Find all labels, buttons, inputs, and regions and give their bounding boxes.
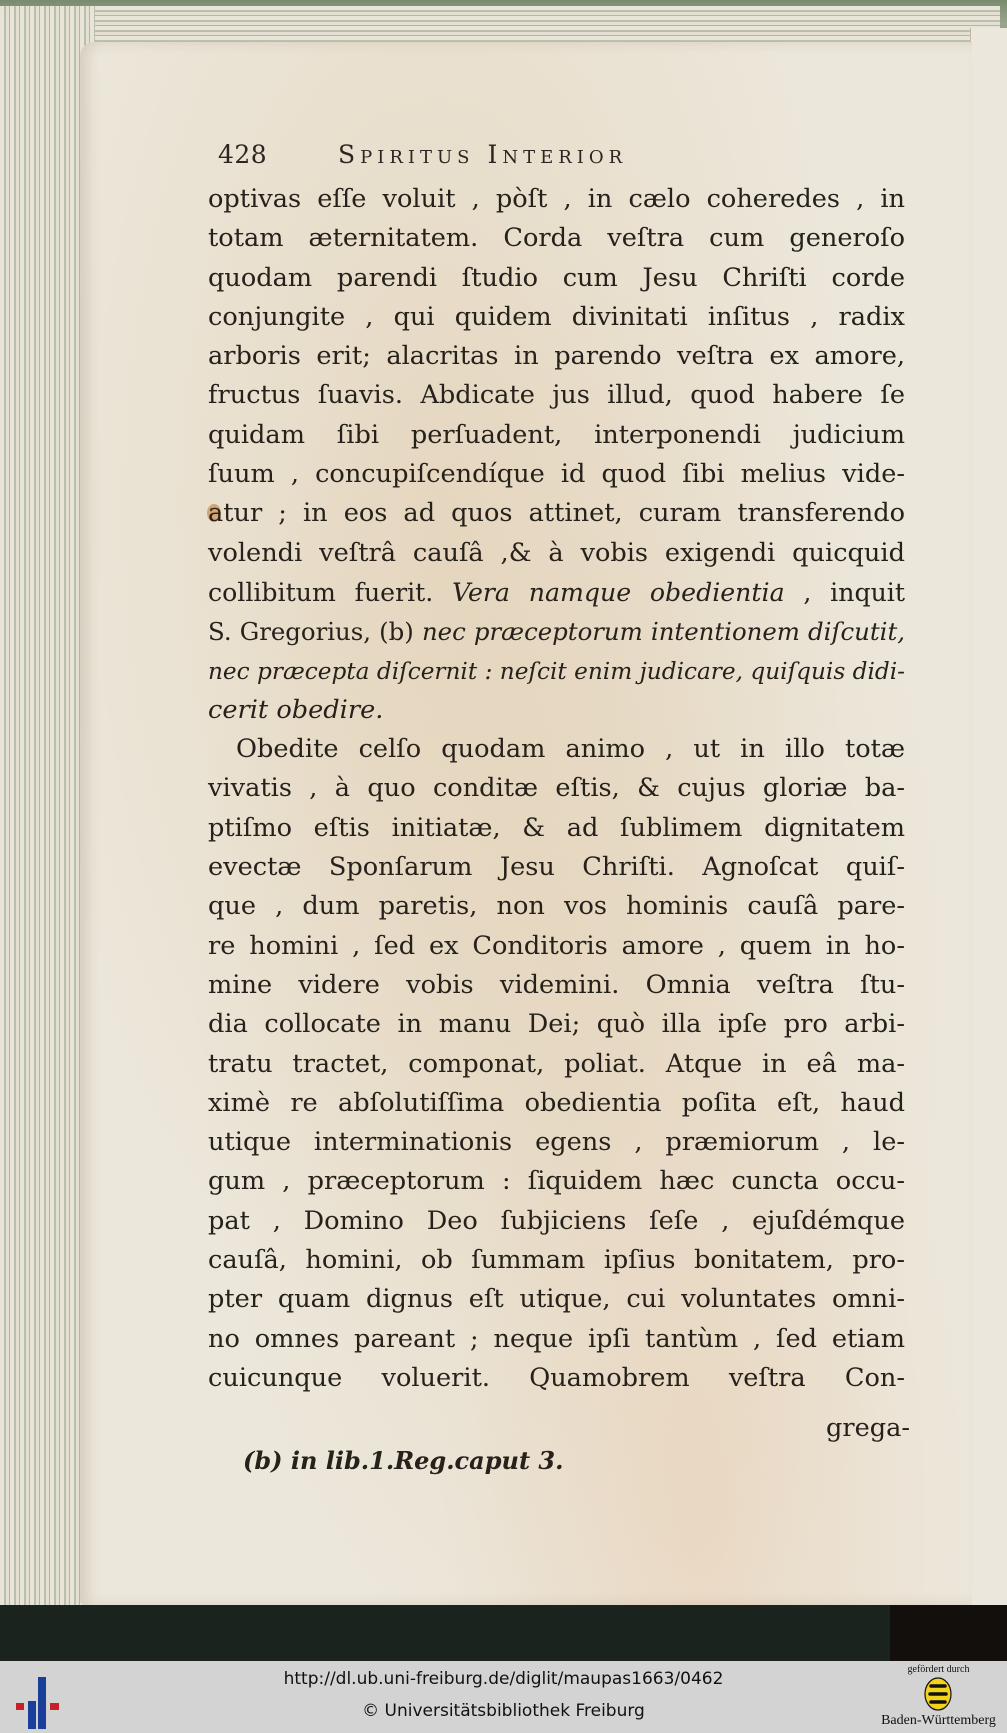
text-line <box>208 769 905 808</box>
scan-background-right <box>890 1605 1007 1661</box>
text-line <box>208 966 905 1005</box>
text-line <box>208 416 905 455</box>
running-title: Spiritus Interior <box>338 140 628 169</box>
scan-background <box>0 1605 1007 1661</box>
text-line <box>208 1241 905 1280</box>
line-text: utique interminationis egens , præmiorum , le- <box>208 1127 905 1158</box>
baden-wuerttemberg-seal-icon <box>917 1677 959 1711</box>
line-text: arboris erit; alacritas in parendo veſtra ex amore, <box>208 341 905 372</box>
line-text: vivatis , à quo conditæ eſtis, & cujus gloriæ ba- <box>208 773 905 804</box>
line-text: cauſâ, homini, ob ſummam ipſius bonitatem, pro- <box>208 1245 905 1276</box>
text-line <box>208 1084 905 1123</box>
text-line <box>208 1045 905 1084</box>
text-line <box>208 573 905 612</box>
text-line <box>208 534 905 573</box>
text-line <box>208 809 905 848</box>
funder-block <box>870 1661 1007 1733</box>
text-line <box>208 848 905 887</box>
line-text: volendi veſtrâ cauſâ ,& à vobis exigendi quicquid <box>208 537 905 568</box>
text-line <box>208 652 905 691</box>
line-text: evectæ Sponſarum Jesu Chriſti. Agnoſcat quiſ- <box>208 852 905 883</box>
text-line <box>208 1320 905 1359</box>
line-text: dia collocate in manu Dei; quò illa ipſe pro arbi- <box>208 1009 905 1040</box>
line-text: conjungite , qui quidem divinitati inſitus , radix <box>208 301 905 332</box>
text-line <box>208 180 905 219</box>
quotation-italic: nec præcepta diſcernit : neſcit enim judicare, quiſquis didi- <box>208 657 905 685</box>
line-text: pat , Domino Deo ſubjiciens ſeſe , ejuſdémque <box>208 1205 905 1236</box>
line-text: mine videre vobis videmini. Omnia veſtra ſtu- <box>208 969 905 1000</box>
text-line <box>208 376 905 415</box>
line-text: fructus ſuavis. Abdicate jus illud, quod habere ſe <box>208 380 905 411</box>
text-line <box>208 691 905 730</box>
text-line <box>208 1359 905 1398</box>
text-line <box>208 612 905 651</box>
text-line <box>208 494 905 533</box>
quotation-italic: nec præceptorum intentionem diſcutit, <box>421 617 905 647</box>
text-line <box>208 455 905 494</box>
text-line <box>208 1280 905 1319</box>
funder-label: gefördert durch <box>907 1664 970 1675</box>
footer-bar <box>0 1661 1007 1733</box>
text-line <box>208 1005 905 1044</box>
line-text: tratu tractet, componat, poliat. Atque in eâ ma- <box>208 1048 905 1079</box>
text-line <box>208 298 905 337</box>
text-line <box>208 1162 905 1201</box>
text-line <box>208 259 905 298</box>
line-text: , inquit <box>803 577 905 607</box>
line-text: gum , præceptorum : ſiquidem hæc cuncta occu- <box>208 1166 905 1197</box>
body-text <box>208 180 905 1398</box>
copyright-notice: © Universitätsbibliothek Freiburg <box>362 1701 645 1721</box>
permalink-url[interactable]: http://dl.ub.uni-freiburg.de/diglit/maupas1663/0462 <box>283 1669 724 1689</box>
line-text: ſuum , concupiſcendíque id quod ſibi melius vide- <box>208 459 905 490</box>
line-text: quodam parendi ſtudio cum Jesu Chriſti corde <box>208 262 905 293</box>
funder-name: Baden-Württemberg <box>881 1713 996 1728</box>
line-text: re homini , ſed ex Conditoris amore , quem in ho- <box>208 930 905 961</box>
text-line <box>208 1123 905 1162</box>
footnote: (b) in lib.1.Reg.caput 3. <box>243 1446 564 1475</box>
facing-page-edge <box>970 28 1007 1608</box>
line-text: Obedite celſo quodam animo , ut in illo totæ <box>236 734 905 765</box>
text-line <box>208 1202 905 1241</box>
line-text: quidam ſibi perſuadent, interponendi judicium <box>208 419 905 450</box>
line-text: cuicunque voluerit. Quamobrem veſtra Con- <box>208 1362 905 1393</box>
line-text: optivas eſſe voluit , pòſt , in cælo coheredes , in <box>208 184 905 214</box>
page-stack-top-edge <box>0 6 1000 46</box>
quotation-italic: cerit obedire. <box>208 694 384 725</box>
line-text: collibitum fuerit. <box>208 577 434 607</box>
line-text: totam æternitatem. Corda veſtra cum generoſo <box>208 223 905 254</box>
text-line <box>208 337 905 376</box>
text-line <box>208 887 905 926</box>
line-text: atur ; in eos ad quos attinet, curam transferendo <box>208 498 905 529</box>
line-text: ximè re abſolutiſſima obedientia poſita eſt, haud <box>208 1087 905 1118</box>
line-text: pter quam dignus eſt utique, cui voluntates omni- <box>208 1284 905 1315</box>
quotation-italic: Vera namque obedientia <box>452 577 785 607</box>
page-number: 428 <box>218 140 268 169</box>
line-text: que , dum paretis, non vos hominis cauſâ pare- <box>208 891 905 922</box>
text-line <box>208 730 905 769</box>
catchword: grega- <box>826 1413 911 1443</box>
text-line <box>208 219 905 258</box>
running-head <box>218 140 918 176</box>
line-text: ptiſmo eſtis initiatæ, & ad ſublimem dignitatem <box>208 812 905 843</box>
line-text: S. Gregorius, (b) <box>208 617 414 647</box>
line-text: no omnes pareant ; neque ipſi tantùm , ſed etiam <box>208 1323 905 1354</box>
text-line <box>208 927 905 966</box>
